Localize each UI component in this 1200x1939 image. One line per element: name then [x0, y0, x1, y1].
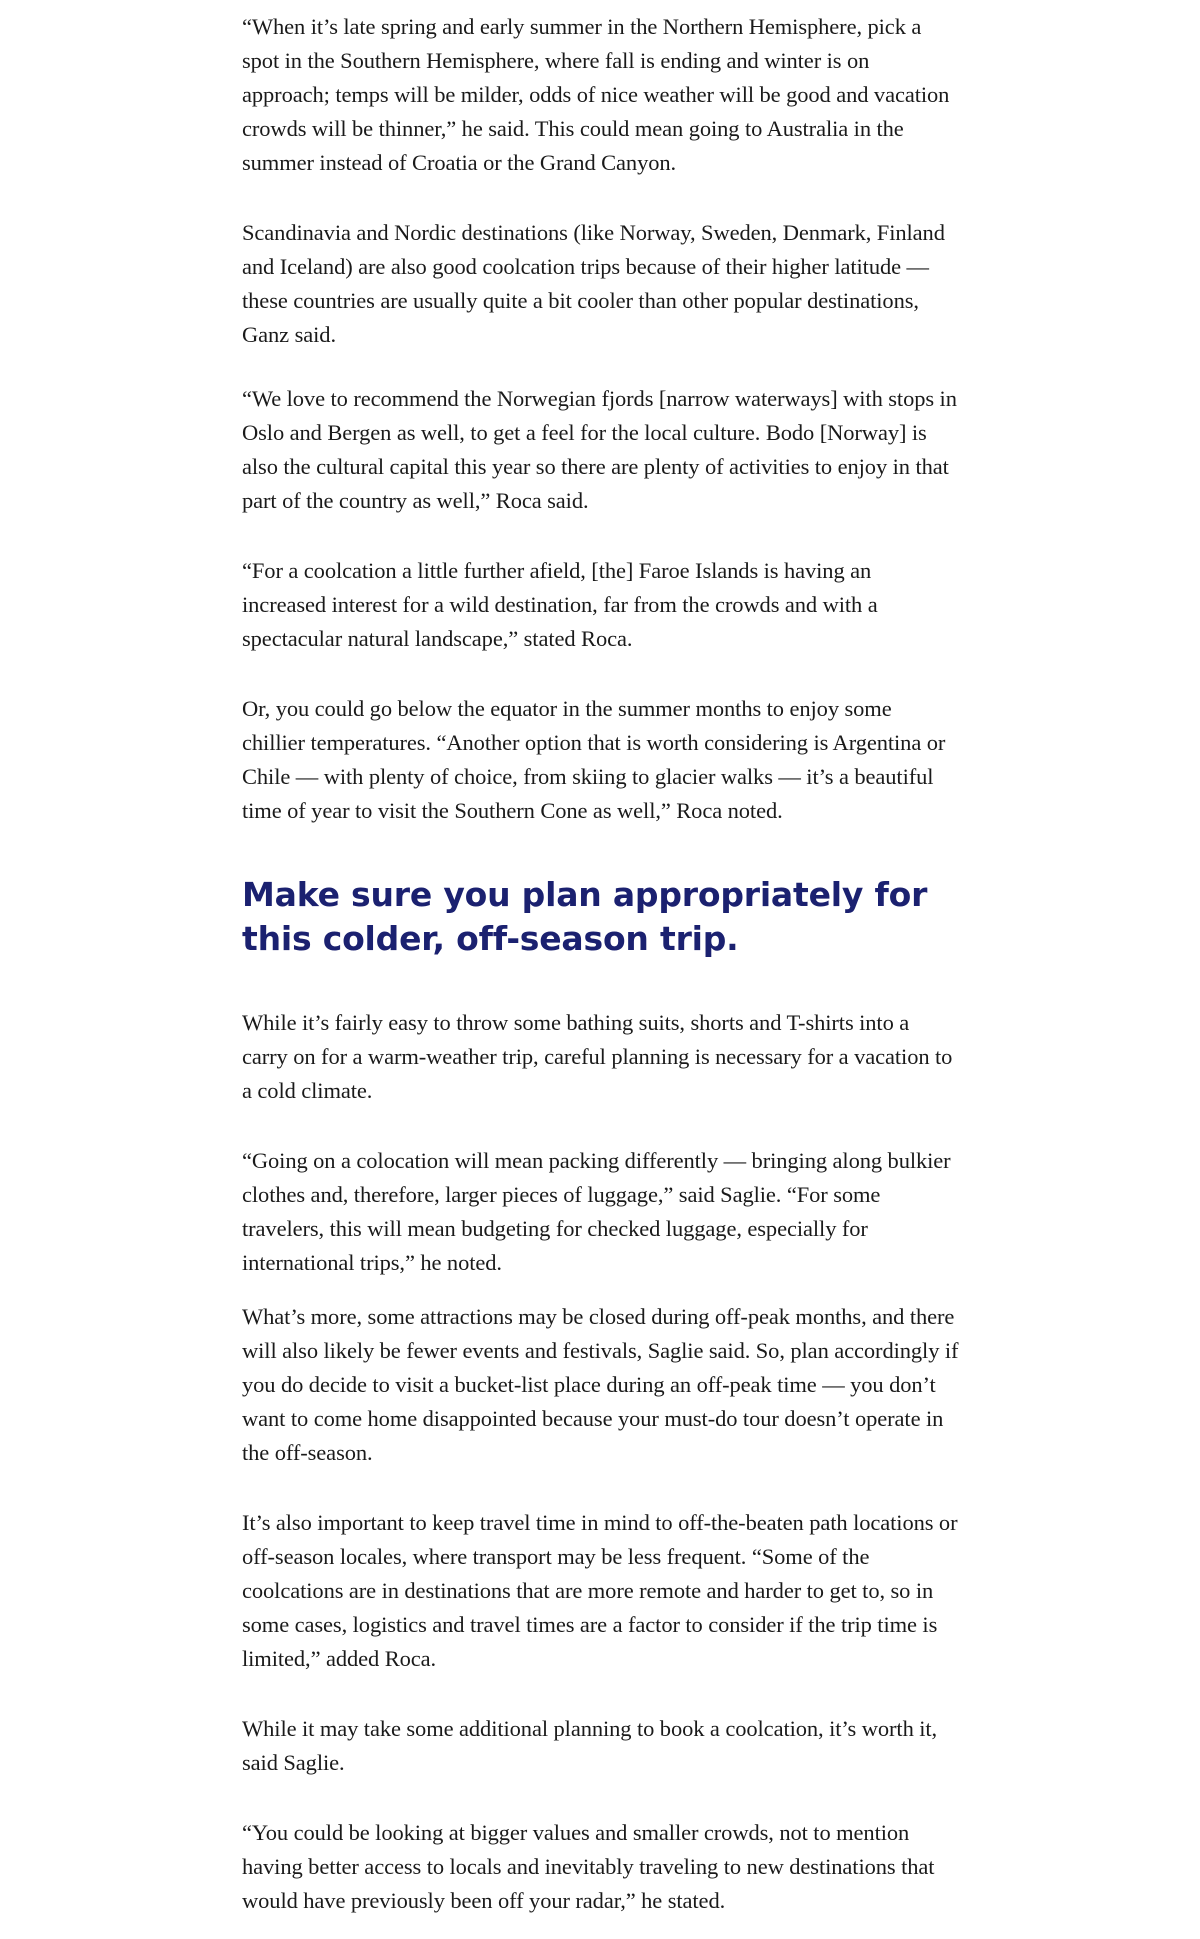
article-paragraph: “Going on a colocation will mean packing differently — bringing along bulkier clothes and, therefore, larger pieces of luggage,” said Saglie. “For some travelers, this will mean budgeting for checked luggage, especially for international trips,” he noted.: [242, 1148, 951, 1275]
article-paragraph: Or, you could go below the equator in the summer months to enjoy some chillier temperatures. “Another option that is worth considering is Argentina or Chile — with plenty of choice, from skiing to glacier walks — it’s a beautiful time of year to visit the Southern Cone as well,” Roca noted.: [242, 696, 946, 823]
article-paragraph: “For a coolcation a little further afield, [the] Faroe Islands is having an increased interest for a wild destination, far from the crowds and with a spectacular natural landscape,” stated Roca.: [242, 558, 878, 651]
article-body: [242, 10, 960, 1918]
article-paragraph: While it may take some additional planning to book a coolcation, it’s worth it, said Saglie.: [242, 1716, 938, 1775]
article-paragraph: Scandinavia and Nordic destinations (like Norway, Sweden, Denmark, Finland and Iceland) are also good coolcation trips because of their higher latitude — these countries are usually quite a bit cooler than other popular destinations, Ganz said.: [242, 220, 945, 347]
article-paragraph: While it’s fairly easy to throw some bathing suits, shorts and T-shirts into a carry on for a warm-weather trip, careful planning is necessary for a vacation to a cold climate.: [242, 1010, 953, 1103]
article-paragraph: “When it’s late spring and early summer in the Northern Hemisphere, pick a spot in the Southern Hemisphere, where fall is ending and winter is on approach; temps will be milder, odds of nice weather will be good and vacation crowds will be thinner,” he said. This could mean going to Australia in the summer instead of Croatia or the Grand Canyon.: [242, 14, 950, 175]
article-paragraph: What’s more, some attractions may be closed during off-peak months, and there will also likely be fewer events and festivals, Saglie said. So, plan accordingly if you do decide to visit a bucket-list place during an off-peak time — you don’t want to come home disappointed because your must-do tour doesn’t operate in the off-season.: [242, 1304, 959, 1465]
article-paragraph: “You could be looking at bigger values and smaller crowds, not to mention having better access to locals and inevitably traveling to new destinations that would have previously been off your radar,” he stated.: [242, 1820, 935, 1913]
article-paragraph: “We love to recommend the Norwegian fjords [narrow waterways] with stops in Oslo and Bergen as well, to get a feel for the local culture. Bodo [Norway] is also the cultural capital this year so there are plenty of activities to enjoy in that part of the country as well,” Roca said.: [242, 386, 957, 513]
article-paragraph: It’s also important to keep travel time in mind to off-the-beaten path locations or off-season locales, where transport may be less frequent. “Some of the coolcations are in destinations that are more remote and harder to get to, so in some cases, logistics and travel times are a factor to consider if the trip time is limited,” added Roca.: [242, 1510, 958, 1671]
section-heading: Make sure you plan appropriately for this colder, off-season trip.: [242, 875, 928, 958]
